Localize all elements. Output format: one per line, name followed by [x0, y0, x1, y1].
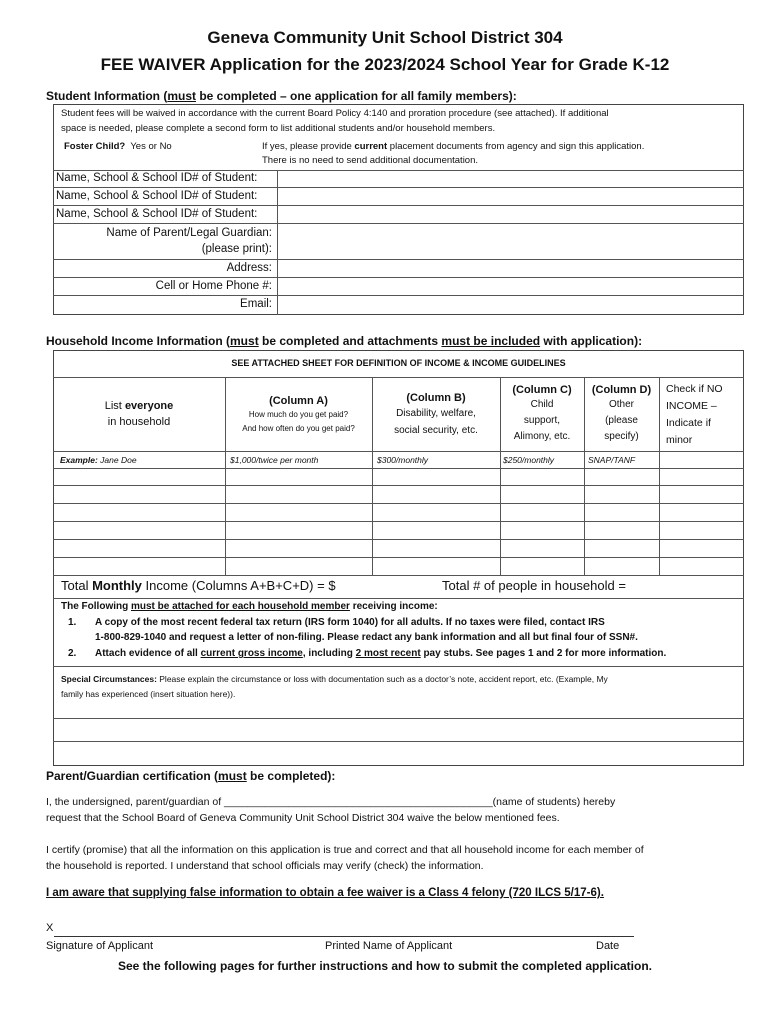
col-b-header: (Column B) Disability, welfare, social security, etc.: [394, 392, 478, 436]
guardian-input[interactable]: [279, 224, 743, 258]
student3-input[interactable]: [279, 206, 743, 222]
district-title: Geneva Community Unit School District 304: [207, 28, 563, 47]
student-intro-line2: space is needed, please complete a second form to list additional students and/or household members.: [61, 123, 496, 134]
cert-line1: I, the undersigned, parent/guardian of ______________________________________________(name of students) hereby: [46, 796, 616, 808]
email-input[interactable]: [279, 296, 743, 314]
example-name: Example: Jane Doe: [60, 455, 137, 465]
address-label: Address:: [226, 262, 272, 274]
guardian-label: Name of Parent/Legal Guardian:: [106, 227, 272, 239]
phone-label: Cell or Home Phone #:: [155, 280, 272, 292]
foster-yes-no[interactable]: Yes or No: [130, 141, 172, 152]
special-circumstances-2: family has experienced (insert situation here)).: [61, 689, 236, 699]
member-row-5[interactable]: [54, 540, 743, 556]
student-info-heading: Student Information (must be completed – one application for all family members):: [46, 89, 517, 103]
certify-line1: I certify (promise) that all the information on this application is true and correct and that all household income for each member of: [46, 844, 644, 856]
item1-line1: A copy of the most recent federal tax return (IRS form 1040) for all adults. If no taxes were filed, contact IRS: [95, 617, 605, 628]
student1-label: Name, School & School ID# of Student:: [56, 172, 258, 184]
special-input-2[interactable]: [54, 742, 743, 764]
student-names-field[interactable]: ______________________________________________: [224, 796, 493, 808]
student-intro-line1: Student fees will be waived in accordance with the current Board Policy 4:140 and proration procedure (see attached). If additional: [61, 108, 609, 119]
signature-x: X: [46, 922, 54, 934]
date-label: Date: [596, 940, 620, 952]
attach-heading: The Following must be attached for each household member receiving income:: [61, 601, 438, 612]
example-col-b: $300/monthly: [377, 455, 429, 465]
student1-input[interactable]: [279, 171, 743, 186]
certification-heading: Parent/Guardian certification (must be completed):: [46, 769, 336, 783]
student3-label: Name, School & School ID# of Student:: [56, 208, 258, 220]
total-people: Total # of people in household =: [442, 578, 626, 593]
item2-line: Attach evidence of all current gross income, including 2 most recent pay stubs. See pages 1 and 2 for more information.: [95, 648, 667, 659]
member-row-1[interactable]: [54, 469, 743, 484]
member-row-3[interactable]: [54, 504, 743, 520]
foster-label: Foster Child?: [64, 141, 126, 152]
see-attached-note: SEE ATTACHED SHEET FOR DEFINITION OF INCOME & INCOME GUIDELINES: [231, 358, 566, 368]
item2-num: 2.: [68, 648, 77, 659]
foster-note2: There is no need to send additional documentation.: [262, 155, 479, 166]
col-c-header: (Column C) Child support, Alimony, etc.: [512, 384, 572, 442]
col-list-header: List everyone in household: [104, 400, 174, 428]
foster-note: If yes, please provide current placement documents from agency and sign this application.: [262, 141, 645, 152]
cert-line2: request that the School Board of Geneva Community Unit School District 304 waive the below mentioned fees.: [46, 812, 560, 824]
footer-instructions: See the following pages for further instructions and how to submit the completed application.: [117, 959, 653, 973]
example-col-d: SNAP/TANF: [588, 455, 636, 465]
special-circumstances: Special Circumstances: Please explain the circumstance or loss with documentation such as a doctor’s note, accident report, etc. (Example, My: [61, 674, 608, 684]
phone-input[interactable]: [279, 278, 743, 294]
member-row-4[interactable]: [54, 522, 743, 538]
item1-num: 1.: [68, 617, 77, 628]
member-row-6[interactable]: [54, 558, 743, 574]
foster-child-row: [64, 141, 172, 152]
felony-warning: I am aware that supplying false information to obtain a fee waiver is a Class 4 felony (720 ILCS 5/17-6).: [46, 887, 604, 899]
certify-line2: the household is reported. I understand that school officials may verify (check) the information.: [46, 860, 484, 872]
col-e-header: Check if NO INCOME – Indicate if minor: [666, 383, 723, 446]
member-row-2[interactable]: [54, 486, 743, 502]
special-input-1[interactable]: [54, 719, 743, 740]
address-input[interactable]: [279, 260, 743, 276]
signature-label: Signature of Applicant: [46, 940, 154, 952]
col-a-header: (Column A) How much do you get paid? And how often do you get paid?: [242, 395, 355, 433]
household-heading: Household Income Information (must be completed and attachments must be included with application):: [46, 334, 643, 348]
total-monthly-income: Total Monthly Income (Columns A+B+C+D) = $: [61, 578, 336, 593]
signature-field[interactable]: [54, 920, 634, 936]
student2-label: Name, School & School ID# of Student:: [56, 190, 258, 202]
example-col-a: $1,000/twice per month: [230, 455, 319, 465]
email-label: Email:: [240, 298, 272, 310]
example-col-c: $250/monthly: [503, 455, 555, 465]
item1-line2: 1-800-829-1040 and request a letter of non-filing. Please redact any bank information and all but final four of SSN#.: [95, 632, 638, 643]
student2-input[interactable]: [279, 188, 743, 204]
printed-name-label: Printed Name of Applicant: [325, 940, 453, 952]
col-d-header: (Column D) Other (please specify): [591, 384, 652, 442]
form-title: FEE WAIVER Application for the 2023/2024 School Year for Grade K-12: [100, 55, 670, 74]
guardian-print-label: (please print):: [201, 243, 272, 255]
